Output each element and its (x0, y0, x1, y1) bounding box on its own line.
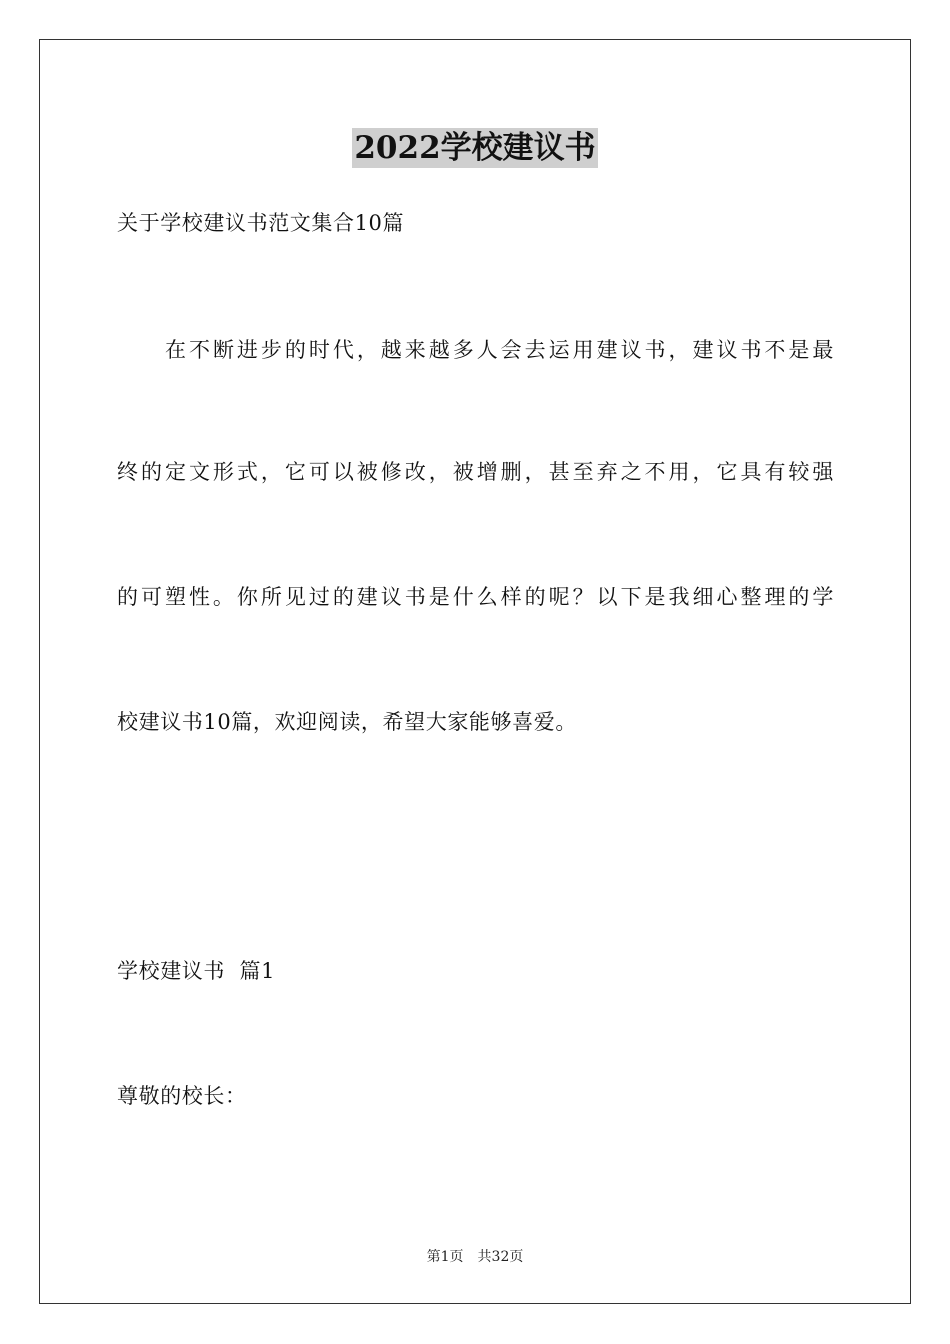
page-footer (0, 1247, 950, 1267)
page-number: 第1页 (426, 1249, 464, 1265)
section-heading: 学校建议书 篇1 (117, 959, 276, 983)
paragraph-line-2: 终的定文形式，它可以被修改，被增删，甚至弃之不用，它具有较强 (117, 460, 834, 484)
document-subtitle: 关于学校建议书范文集合10篇 (117, 211, 405, 235)
salutation: 尊敬的校长： (117, 1084, 247, 1108)
document-title-row (0, 128, 950, 168)
document-title: 2022学校建议书 (354, 130, 596, 166)
page-total: 共32页 (477, 1249, 524, 1265)
paragraph-line-3: 的可塑性。你所见过的建议书是什么样的呢？以下是我细心整理的学 (117, 585, 834, 609)
paragraph-line-4: 校建议书10篇，欢迎阅读，希望大家能够喜爱。 (117, 710, 577, 734)
paragraph-line-1: 在不断进步的时代，越来越多人会去运用建议书，建议书不是最 (165, 338, 834, 362)
